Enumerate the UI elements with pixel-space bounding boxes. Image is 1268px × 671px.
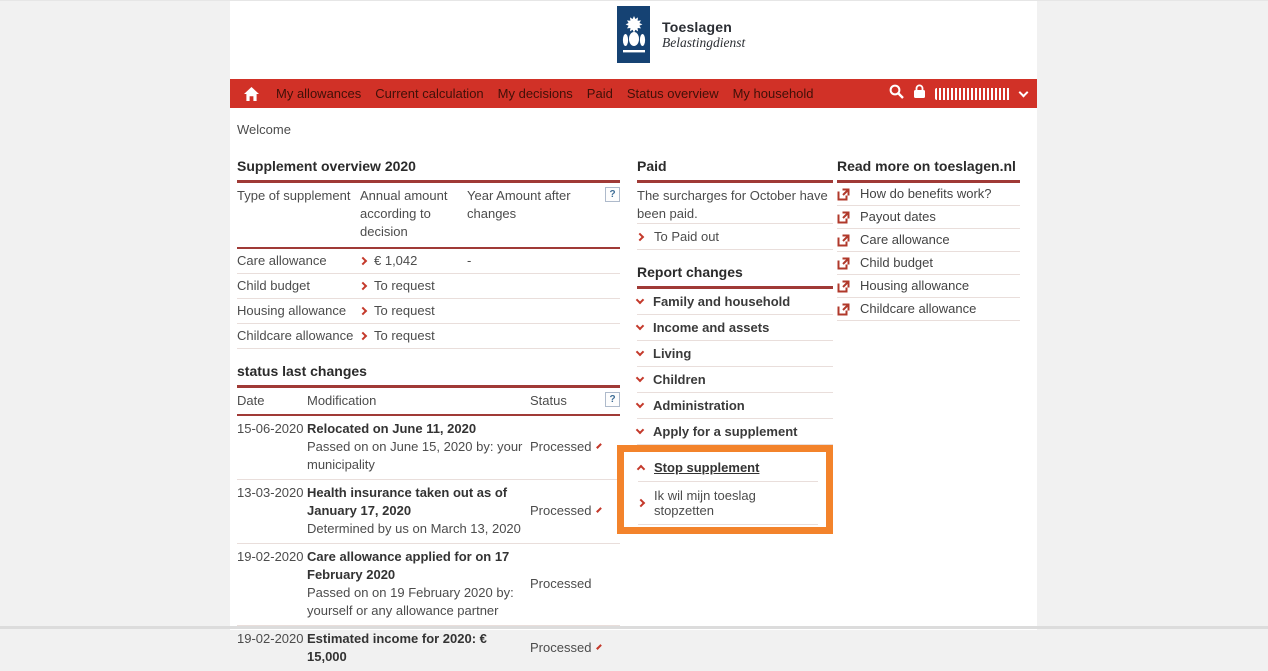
chevron-right-icon — [636, 232, 644, 240]
paid-text: The surcharges for October have been paid. — [637, 188, 828, 221]
help-icon[interactable]: ? — [605, 187, 620, 202]
link-childcare-allowance[interactable]: Childcare allowance — [837, 298, 1020, 321]
table-row — [237, 324, 620, 349]
status-row — [237, 480, 620, 544]
link-child-budget[interactable]: Child budget — [837, 252, 1020, 275]
supplement-value-link[interactable]: To request — [360, 302, 467, 320]
chevron-right-icon — [359, 282, 367, 290]
status-row — [237, 416, 620, 480]
change-date: 19-02-2020 — [237, 631, 304, 646]
supplement-table-header — [237, 183, 620, 249]
logo-subtitle: Belastingdienst — [662, 34, 746, 50]
nav-paid[interactable]: Paid — [586, 86, 613, 101]
viewport-bottom-edge — [0, 626, 1268, 629]
status-toggle[interactable]: Processed — [530, 420, 600, 474]
stop-supplement-link[interactable]: Ik wil mijn toeslag stopzetten — [638, 482, 818, 525]
status-toggle[interactable]: Processed — [530, 484, 600, 538]
chevron-down-icon — [636, 374, 644, 382]
modification-cell — [307, 548, 530, 620]
supplement-type: Child budget — [237, 278, 310, 293]
to-paid-out-link[interactable]: To Paid out — [637, 223, 833, 250]
logo-text — [662, 19, 745, 51]
external-link-icon — [837, 280, 850, 293]
nav-my-allowances[interactable]: My allowances — [276, 86, 362, 101]
col-type-of-supplement: Type of supplement — [237, 188, 351, 203]
read-more-column — [837, 108, 1020, 321]
actions-column — [637, 108, 833, 534]
help-icon[interactable]: ? — [605, 392, 620, 407]
supplement-type: Care allowance — [237, 253, 327, 268]
page-header — [230, 1, 1037, 79]
supplement-type: Childcare allowance — [237, 328, 354, 343]
logo-title: Toeslagen — [662, 18, 733, 35]
paid-section-title: Paid — [637, 158, 833, 183]
search-icon[interactable] — [889, 84, 904, 104]
report-changes-living[interactable]: Living — [637, 341, 833, 367]
chevron-down-icon — [636, 296, 644, 304]
logo-crest-icon — [617, 6, 650, 63]
external-link-icon — [837, 257, 850, 270]
supplement-value-link[interactable]: To request — [360, 277, 467, 295]
chevron-right-icon — [359, 332, 367, 340]
modification-detail: Passed on on 19 February 2020 by: yourself or any allowance partner — [307, 585, 514, 618]
modification-title: Health insurance taken out as of January 17, 2020 — [307, 485, 508, 518]
chevron-right-icon — [359, 257, 367, 265]
nav-my-decisions[interactable]: My decisions — [497, 86, 573, 101]
table-row — [237, 249, 620, 274]
chevron-down-icon — [636, 426, 644, 434]
table-row — [237, 274, 620, 299]
change-date: 13-03-2020 — [237, 485, 304, 500]
status-toggle[interactable]: Processed — [530, 630, 600, 666]
link-care-allowance[interactable]: Care allowance — [837, 229, 1020, 252]
chevron-down-icon — [636, 400, 644, 408]
redacted-username[interactable] — [935, 88, 1011, 100]
report-changes-income[interactable]: Income and assets — [637, 315, 833, 341]
report-changes-children[interactable]: Children — [637, 367, 833, 393]
external-link-icon — [837, 188, 850, 201]
modification-detail: Passed on on June 15, 2020 by: your municipality — [307, 439, 523, 472]
report-changes-apply[interactable]: Apply for a supplement — [637, 419, 833, 445]
report-changes-administration[interactable]: Administration — [637, 393, 833, 419]
col-date: Date — [237, 393, 265, 408]
nav-current-calculation[interactable]: Current calculation — [375, 86, 484, 101]
status-last-changes-title: status last changes — [237, 363, 620, 388]
supplement-value-link[interactable]: To request — [360, 327, 467, 345]
external-link-icon — [837, 211, 850, 224]
nav-user-area — [889, 79, 1027, 108]
modification-detail: Determined by us on March 13, 2020 — [307, 521, 521, 536]
status-row — [237, 626, 620, 671]
status-label: Processed — [530, 576, 592, 591]
modification-cell — [307, 484, 530, 538]
content-area — [230, 1, 1037, 664]
overview-column — [237, 108, 620, 671]
supplement-overview-title: Supplement overview 2020 — [237, 158, 620, 183]
table-row — [237, 299, 620, 324]
supplement-type: Housing allowance — [237, 303, 347, 318]
modification-title: Estimated income for 2020: € 15,000 — [307, 631, 487, 664]
status-table-header — [237, 388, 620, 416]
main-navigation — [230, 79, 1037, 108]
status-row — [237, 544, 620, 626]
chevron-down-icon — [636, 322, 644, 330]
chevron-down-icon[interactable] — [1019, 87, 1029, 97]
amount-after-changes: - — [467, 253, 472, 268]
modification-title: Relocated on June 11, 2020 — [307, 421, 477, 436]
modification-cell — [307, 630, 530, 666]
stop-supplement-toggle[interactable]: Stop supplement — [638, 454, 818, 482]
supplement-value-link[interactable]: € 1,042 — [360, 252, 467, 270]
nav-status-overview[interactable]: Status overview — [626, 86, 719, 101]
col-year-amount-after: Year Amount after changes — [467, 188, 571, 221]
link-how-benefits-work[interactable]: How do benefits work? — [837, 183, 1020, 206]
col-annual-amount: Annual amount according to decision — [360, 188, 448, 239]
chevron-right-icon — [359, 307, 367, 315]
modification-cell — [307, 420, 530, 474]
read-more-title: Read more on toeslagen.nl — [837, 158, 1020, 183]
report-changes-family[interactable]: Family and household — [637, 289, 833, 315]
welcome-text: Welcome — [237, 122, 291, 137]
chevron-up-icon — [637, 465, 645, 473]
chevron-down-icon — [636, 348, 644, 356]
report-changes-title: Report changes — [637, 264, 833, 289]
home-icon[interactable] — [244, 87, 259, 101]
col-status: Status — [530, 393, 567, 408]
nav-my-household[interactable]: My household — [732, 86, 814, 101]
external-link-icon — [837, 303, 850, 316]
modification-title: Care allowance applied for on 17 February 2020 — [307, 549, 510, 582]
col-modification: Modification — [307, 393, 377, 408]
highlight-box — [617, 445, 833, 534]
link-housing-allowance[interactable]: Housing allowance — [837, 275, 1020, 298]
lock-icon[interactable] — [913, 84, 926, 104]
chevron-right-icon — [637, 499, 645, 507]
change-date: 19-02-2020 — [237, 549, 304, 564]
rijksoverheid-logo[interactable] — [617, 6, 745, 63]
change-date: 15-06-2020 — [237, 421, 304, 436]
external-link-icon — [837, 234, 850, 247]
main-area — [230, 108, 1037, 664]
link-payout-dates[interactable]: Payout dates — [837, 206, 1020, 229]
